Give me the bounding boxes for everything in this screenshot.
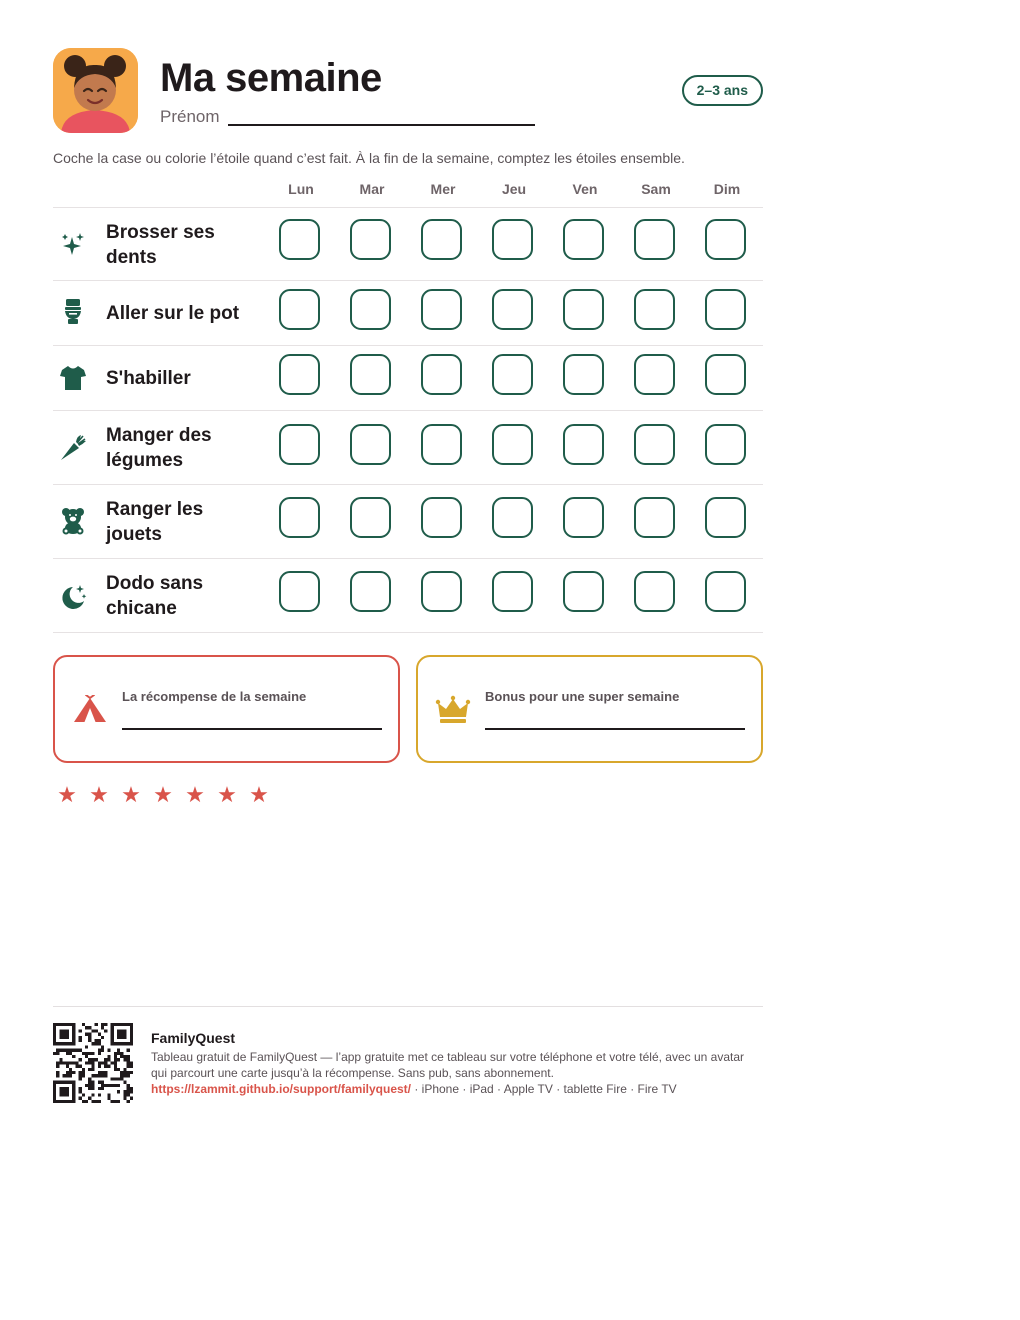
- age-badge: 2–3 ans: [682, 75, 763, 106]
- day-label: Lun: [288, 181, 314, 197]
- child-avatar-icon: [53, 48, 138, 133]
- task-checkbox[interactable]: [492, 424, 533, 465]
- task-checkbox[interactable]: [705, 497, 746, 538]
- instructions: Coche la case ou colorie l’étoile quand c’est fait. À la fin de la semaine, comptez les étoiles ensemble.: [53, 150, 685, 166]
- day-label: Dim: [713, 181, 741, 197]
- task-checkbox[interactable]: [350, 571, 391, 612]
- task-checkbox[interactable]: [634, 571, 675, 612]
- task-checkbox[interactable]: [563, 289, 604, 330]
- reward-cards: [53, 655, 763, 763]
- day-label: Sam: [641, 181, 671, 197]
- day-label: Mer: [430, 181, 456, 197]
- name-label: Prénom: [160, 107, 220, 126]
- task-checkbox[interactable]: [421, 354, 462, 395]
- star-icon[interactable]: ★: [153, 782, 173, 807]
- task-checkbox[interactable]: [279, 497, 320, 538]
- header: [53, 46, 763, 138]
- bonus-label: Bonus pour une super semaine: [485, 689, 680, 704]
- task-row: [53, 346, 763, 411]
- chart-page: [53, 46, 763, 806]
- star-icon[interactable]: ★: [249, 782, 269, 807]
- task-label: Brosser ses dents: [106, 222, 215, 268]
- task-checkbox[interactable]: [421, 289, 462, 330]
- day-label: Mar: [359, 181, 385, 197]
- teddy-bear-icon: [59, 507, 87, 535]
- sparkles-icon: [59, 231, 87, 259]
- name-field-row: [160, 107, 535, 127]
- task-checkbox[interactable]: [563, 571, 604, 612]
- task-checkbox[interactable]: [634, 424, 675, 465]
- footer-app-name: FamilyQuest: [151, 1030, 236, 1046]
- page-title: Ma semaine: [160, 56, 382, 100]
- star-tracker: [53, 784, 763, 806]
- task-row: [53, 281, 763, 346]
- tent-icon: [72, 695, 108, 725]
- task-label: Manger des légumes: [106, 425, 212, 471]
- task-checkbox[interactable]: [563, 354, 604, 395]
- star-icon[interactable]: ★: [57, 782, 77, 807]
- moon-stars-icon: [59, 583, 87, 611]
- star-icon[interactable]: ★: [121, 782, 141, 807]
- task-checkbox[interactable]: [634, 497, 675, 538]
- reward-field[interactable]: [122, 728, 382, 730]
- task-checkbox[interactable]: [279, 354, 320, 395]
- task-checkbox[interactable]: [279, 424, 320, 465]
- carrot-icon: [59, 434, 87, 462]
- task-row: [53, 485, 763, 559]
- task-row: [53, 559, 763, 633]
- footer-link-row: [151, 1081, 751, 1097]
- task-checkbox[interactable]: [634, 354, 675, 395]
- day-label: Jeu: [501, 181, 527, 197]
- day-label: Ven: [572, 181, 598, 197]
- task-label: Dodo sans chicane: [106, 573, 204, 619]
- task-checkbox[interactable]: [705, 219, 746, 260]
- task-checkbox[interactable]: [279, 289, 320, 330]
- footer-info: [151, 1030, 751, 1097]
- bonus-card: [416, 655, 763, 763]
- task-checkbox[interactable]: [350, 354, 391, 395]
- task-checkbox[interactable]: [279, 219, 320, 260]
- star-icon[interactable]: ★: [89, 782, 109, 807]
- star-icon[interactable]: ★: [185, 782, 205, 807]
- footer: [53, 1006, 763, 1096]
- task-checkbox[interactable]: [563, 424, 604, 465]
- qr-code-icon: [53, 1023, 133, 1103]
- task-checkbox[interactable]: [421, 219, 462, 260]
- footer-description: Tableau gratuit de FamilyQuest — l’app gratuite met ce tableau sur votre téléphone et votre télé, avec un avatar qui parcourt une carte jusqu’à la récompense. Sans pub, sans abonnement.: [151, 1050, 744, 1080]
- star-icon[interactable]: ★: [217, 782, 237, 807]
- task-checkbox[interactable]: [350, 289, 391, 330]
- reward-card: [53, 655, 400, 763]
- task-checkbox[interactable]: [492, 354, 533, 395]
- task-checkbox[interactable]: [705, 571, 746, 612]
- task-checkbox[interactable]: [350, 219, 391, 260]
- toilet-icon: [59, 298, 87, 326]
- task-checkbox[interactable]: [421, 571, 462, 612]
- task-label: Aller sur le pot: [106, 303, 240, 324]
- task-checkbox[interactable]: [492, 219, 533, 260]
- task-checkbox[interactable]: [421, 497, 462, 538]
- support-link[interactable]: https://lzammit.github.io/support/familyquest/: [151, 1082, 411, 1096]
- task-checkbox[interactable]: [492, 497, 533, 538]
- task-checkbox[interactable]: [421, 424, 462, 465]
- reward-label: La récompense de la semaine: [122, 689, 307, 704]
- days-header: [53, 173, 763, 208]
- task-row: [53, 411, 763, 485]
- task-checkbox[interactable]: [705, 424, 746, 465]
- name-field[interactable]: [228, 124, 535, 126]
- bonus-field[interactable]: [485, 728, 745, 730]
- platform-list: · iPhone · iPad · Apple TV · tablette Fire · Fire TV: [411, 1082, 677, 1096]
- task-checkbox[interactable]: [705, 354, 746, 395]
- task-checkbox[interactable]: [634, 219, 675, 260]
- crown-icon: [435, 695, 471, 725]
- task-checkbox[interactable]: [563, 497, 604, 538]
- task-checkbox[interactable]: [350, 497, 391, 538]
- task-label: Ranger les jouets: [106, 499, 204, 545]
- task-checkbox[interactable]: [492, 571, 533, 612]
- task-checkbox[interactable]: [634, 289, 675, 330]
- task-checkbox[interactable]: [279, 571, 320, 612]
- task-checkbox[interactable]: [350, 424, 391, 465]
- task-label: S'habiller: [106, 368, 191, 389]
- tshirt-icon: [59, 364, 87, 392]
- task-checkbox[interactable]: [705, 289, 746, 330]
- task-checkbox[interactable]: [563, 219, 604, 260]
- task-checkbox[interactable]: [492, 289, 533, 330]
- task-row: [53, 208, 763, 281]
